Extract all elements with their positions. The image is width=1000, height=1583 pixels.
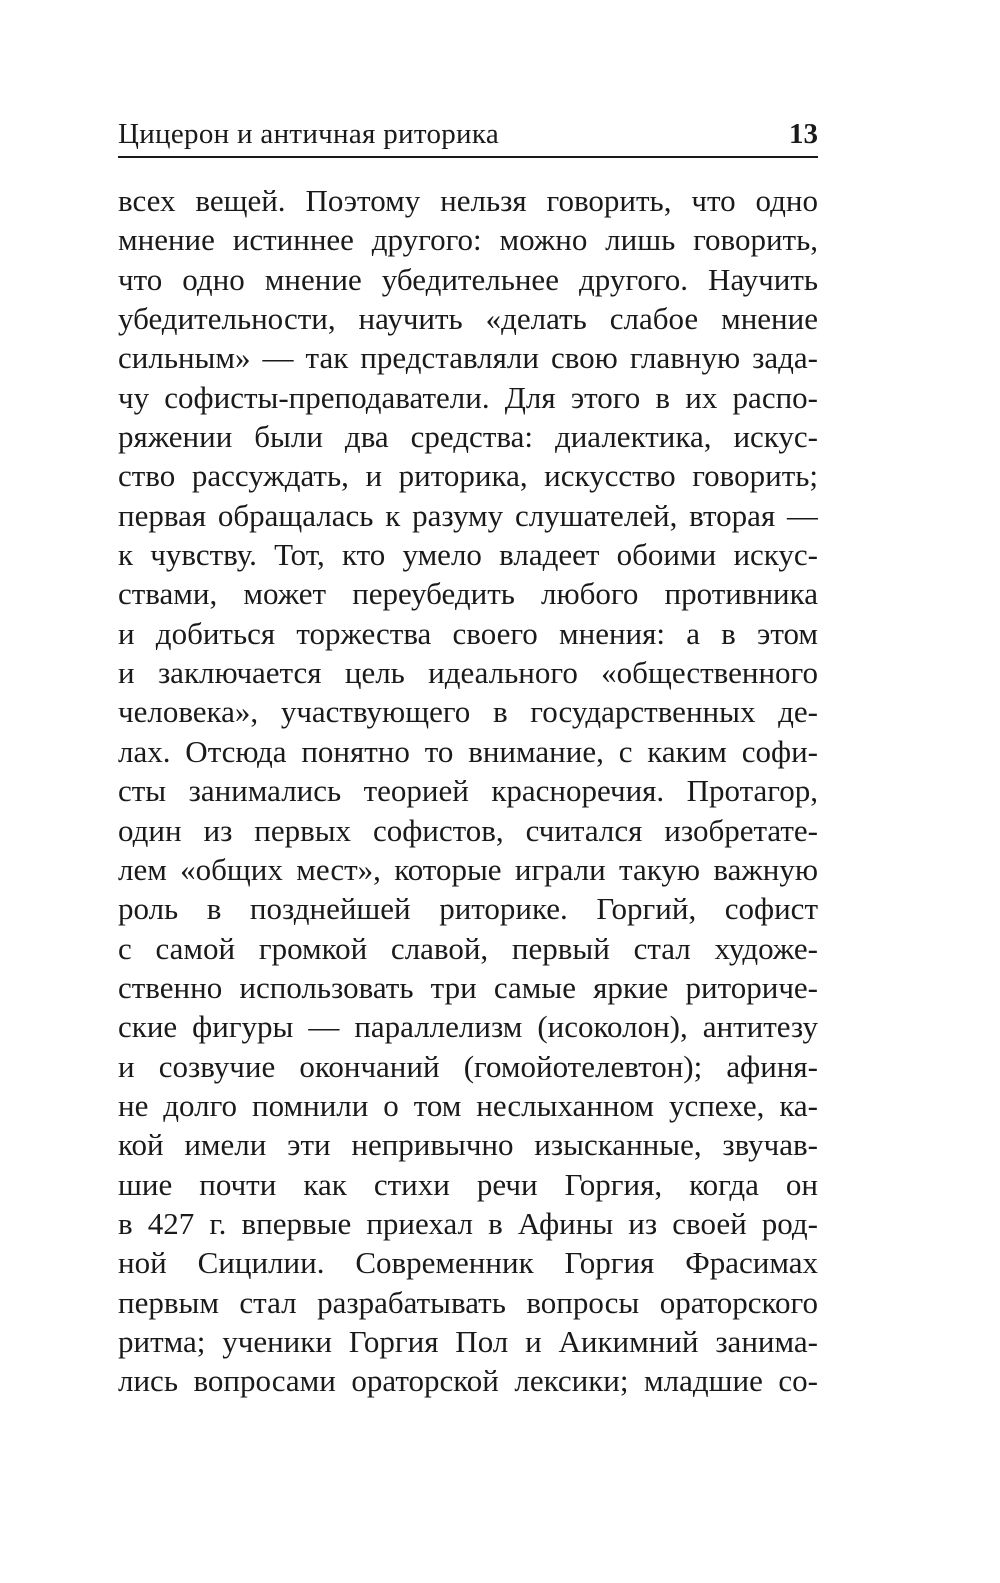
- text-line: лем «общих мест», которые играли такую важную: [118, 851, 818, 887]
- running-head-title: Цицерон и античная риторика: [118, 118, 499, 150]
- text-line: не долго помнили о том неслыханном успехе, ка-: [118, 1087, 818, 1123]
- text-line: чу софисты-преподаватели. Для этого в их распо-: [118, 379, 818, 415]
- body-text: [118, 181, 818, 1401]
- text-line: первым стал разрабатывать вопросы ораторского: [118, 1284, 818, 1320]
- text-line: лах. Отсюда понятно то внимание, с каким софи-: [118, 733, 818, 769]
- text-line: с самой громкой славой, первый стал художе-: [118, 930, 818, 966]
- text-line: ские фигуры — параллелизм (исоколон), антитезу: [118, 1009, 818, 1045]
- text-line: ритма; ученики Горгия Пол и Аикимний занима-: [118, 1323, 818, 1359]
- text-line: в 427 г. впервые приехал в Афины из своей род-: [118, 1205, 818, 1241]
- text-line: ство рассуждать, и риторика, искусство говорить;: [118, 458, 818, 494]
- text-line: лись вопросами ораторской лексики; младшие со-: [118, 1363, 818, 1399]
- text-line: ряжении были два средства: диалектика, искус-: [118, 419, 818, 455]
- text-line: ствами, может переубедить любого противника: [118, 576, 818, 612]
- text-line: всех вещей. Поэтому нельзя говорить, что одно: [118, 183, 818, 218]
- running-head: [118, 116, 818, 158]
- text-line: что одно мнение убедительнее другого. Научить: [118, 261, 818, 297]
- text-line: и заключается цель идеального «общественного: [118, 655, 818, 691]
- text-line: мнение истиннее другого: можно лишь говорить,: [118, 222, 818, 258]
- text-line: один из первых софистов, считался изобретате-: [118, 812, 818, 848]
- text-line: сильным» — так представляли свою главную зада-: [118, 340, 818, 376]
- text-line: и созвучие окончаний (гомойотелевтон); афиня-: [118, 1048, 818, 1084]
- text-line: человека», участвующего в государственных де-: [118, 694, 818, 730]
- text-line: первая обращалась к разуму слушателей, вторая —: [118, 497, 818, 533]
- page-number: 13: [789, 118, 818, 150]
- text-line: ственно использовать три самые яркие риториче-: [118, 969, 818, 1005]
- text-line: убедительности, научить «делать слабое мнение: [118, 301, 818, 337]
- text-line: роль в позднейшей риторике. Горгий, софист: [118, 891, 818, 927]
- text-line: ной Сицилии. Современник Горгия Фрасимах: [118, 1245, 818, 1281]
- text-line: к чувству. Тот, кто умело владеет обоими искус-: [118, 537, 818, 573]
- text-line: шие почти как стихи речи Горгия, когда он: [118, 1166, 818, 1202]
- text-line: кой имели эти непривычно изысканные, звучав-: [118, 1127, 818, 1163]
- text-line: сты занимались теорией красноречия. Протагор,: [118, 773, 818, 809]
- text-line: и добиться торжества своего мнения: а в этом: [118, 615, 818, 651]
